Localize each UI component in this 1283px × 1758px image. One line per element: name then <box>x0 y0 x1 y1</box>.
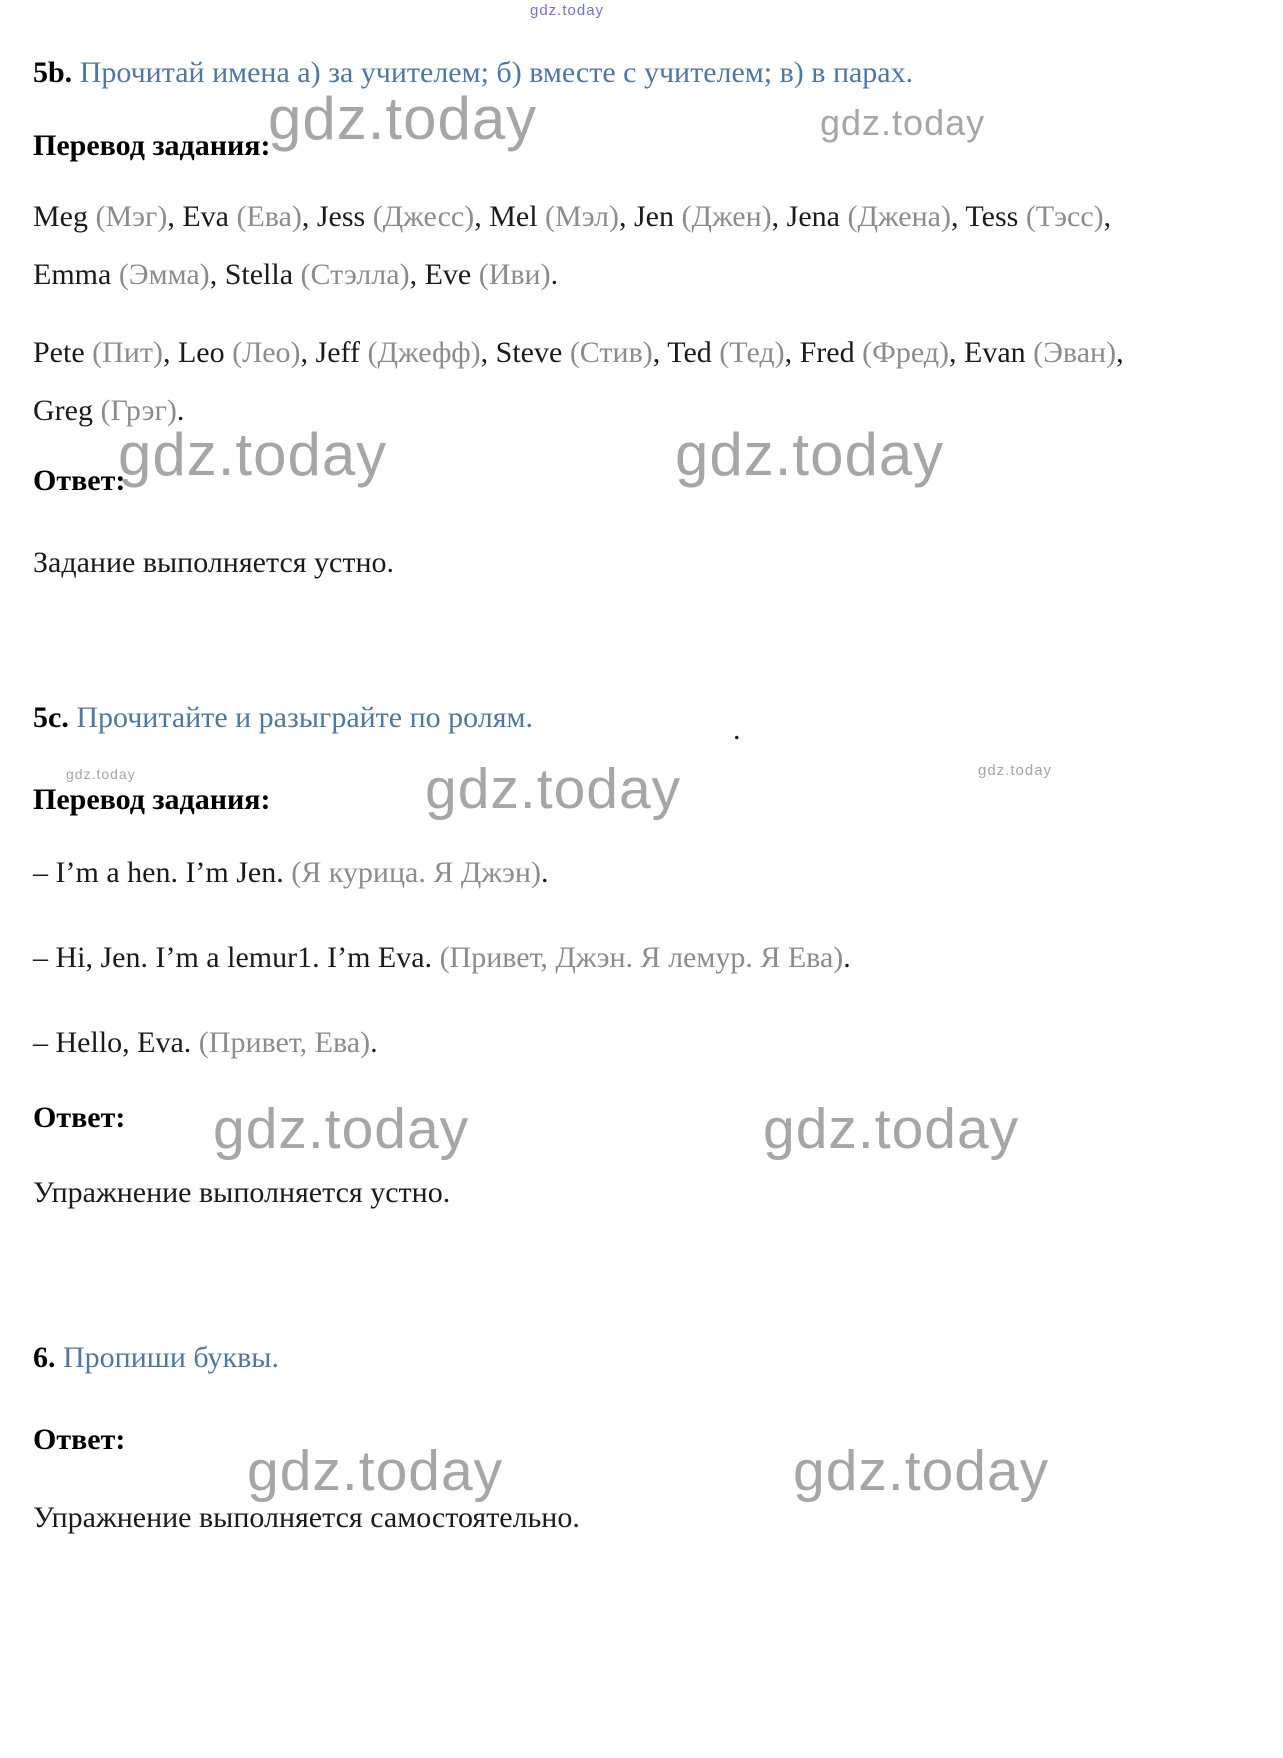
text-segment: Greg <box>33 394 101 427</box>
text-segment: , <box>784 336 800 369</box>
text-segment: (Грэг) <box>100 394 177 427</box>
gdz-watermark: gdz.today <box>213 1097 470 1161</box>
text-segment: (Джен) <box>681 200 772 233</box>
text-segment: (Привет, Ева) <box>198 1026 371 1059</box>
gdz-watermark-small: gdz.today <box>66 766 136 782</box>
text-segment: . <box>550 258 559 291</box>
text-segment: (Иви) <box>478 258 551 291</box>
text-segment: . <box>176 394 185 427</box>
text-segment: (Эмма) <box>118 258 210 291</box>
exercise-5c-task: Прочитайте и разыграйте по ролям. <box>76 701 534 734</box>
text-segment: , <box>950 200 966 233</box>
gdz-watermark: gdz.today <box>763 1097 1020 1161</box>
text-segment: Eve <box>424 258 479 291</box>
text-segment: (Джефф) <box>367 336 481 369</box>
text-segment: (Лео) <box>232 336 301 369</box>
text-segment: (Привет, Джэн. Я лемур. Я Ева) <box>439 941 844 974</box>
text-segment: (Тед) <box>719 336 785 369</box>
text-segment: (Ева) <box>236 200 302 233</box>
text-segment: , <box>162 336 178 369</box>
text-segment: Steve <box>495 336 570 369</box>
text-segment: , <box>301 200 317 233</box>
gdz-watermark-top: gdz.today <box>530 2 605 19</box>
text-segment: , <box>300 336 316 369</box>
gdz-watermark: gdz.today <box>820 102 986 143</box>
text-segment: (Мэг) <box>95 200 168 233</box>
text-segment: Evan <box>964 336 1034 369</box>
gdz-watermark: gdz.today <box>118 421 388 488</box>
exercise-6-number: 6. <box>33 1341 56 1374</box>
answer-label-5c: Ответ: <box>33 1101 126 1134</box>
text-segment: Emma <box>33 258 119 291</box>
text-segment: , <box>480 336 496 369</box>
text-segment: Jena <box>786 200 848 233</box>
text-segment: Leo <box>177 336 233 369</box>
translation-label-5b: Перевод задания: <box>33 129 271 162</box>
text-segment: (Мэл) <box>545 200 619 233</box>
dialogue-line-2 <box>33 940 1251 976</box>
gdz-watermark: gdz.today <box>247 1439 504 1503</box>
gdz-watermark: gdz.today <box>793 1439 1050 1503</box>
girls-names-paragraph <box>33 188 1133 304</box>
text-segment: , <box>167 200 183 233</box>
exercise-5b-heading <box>33 55 1251 91</box>
exercise-5b-number: 5b. <box>33 56 73 89</box>
text-segment: Ted <box>667 336 720 369</box>
text-segment: , <box>949 336 964 369</box>
gdz-watermark: gdz.today <box>675 421 945 488</box>
text-segment: (Стив) <box>569 336 653 369</box>
text-segment: . <box>370 1026 378 1059</box>
text-segment: Eva <box>182 200 237 233</box>
exercise-5b-task: Прочитай имена а) за учителем; б) вместе с учителем; в) в парах. <box>79 56 914 89</box>
boys-names-paragraph <box>33 324 1133 440</box>
text-segment: – Hi, Jen. I’m a lemur1. I’m Eva. <box>33 941 440 974</box>
text-segment: – Hello, Eva. <box>33 1026 199 1059</box>
text-segment: , <box>209 258 225 291</box>
text-segment: (Джена) <box>847 200 951 233</box>
exercise-6-heading <box>33 1340 1251 1376</box>
text-segment: Mel <box>489 200 546 233</box>
text-segment: Meg <box>33 200 96 233</box>
text-segment: (Я курица. Я Джэн) <box>291 856 541 889</box>
text-segment: , <box>771 200 787 233</box>
text-segment: Stella <box>224 258 301 291</box>
answer-label-5b: Ответ: <box>33 464 126 497</box>
text-segment: (Джесс) <box>372 200 475 233</box>
text-segment: (Тэсс) <box>1025 200 1104 233</box>
text-segment: , <box>619 200 634 233</box>
text-segment: . <box>540 856 549 889</box>
text-segment: – I’m a hen. I’m Jen. <box>33 856 292 889</box>
answer-text-5c: Упражнение выполняется устно. <box>33 1176 451 1209</box>
text-segment: , <box>1103 200 1112 233</box>
exercise-6-task: Пропиши буквы. <box>63 1341 279 1374</box>
text-segment: , <box>474 200 490 233</box>
text-segment: , <box>1116 336 1124 369</box>
answer-label-6: Ответ: <box>33 1423 126 1456</box>
text-segment: Fred <box>799 336 863 369</box>
text-segment: Jess <box>316 200 373 233</box>
text-segment: Pete <box>33 336 93 369</box>
text-segment: (Пит) <box>92 336 163 369</box>
stray-period: . <box>733 713 741 746</box>
dialogue-line-1 <box>33 855 1251 891</box>
text-segment: Jeff <box>315 336 368 369</box>
text-segment: (Эван) <box>1033 336 1117 369</box>
translation-label-5c: Перевод задания: <box>33 783 271 816</box>
text-segment: . <box>843 941 851 974</box>
gdz-watermark: gdz.today <box>425 757 682 821</box>
answer-text-5b: Задание выполняется устно. <box>33 546 395 579</box>
answer-text-6: Упражнение выполняется самостоятельно. <box>33 1501 580 1534</box>
dialogue-line-3 <box>33 1025 1251 1061</box>
text-segment: Jen <box>634 200 682 233</box>
text-segment: , <box>652 336 668 369</box>
text-segment: (Стэлла) <box>300 258 410 291</box>
text-segment: (Фред) <box>862 336 949 369</box>
exercise-5c-number: 5c. <box>33 701 69 734</box>
text-segment: , <box>409 258 425 291</box>
text-segment: Tess <box>965 200 1026 233</box>
exercise-5c-heading <box>33 700 1251 736</box>
gdz-watermark-small: gdz.today <box>978 762 1053 779</box>
gdz-watermark: gdz.today <box>268 85 538 152</box>
